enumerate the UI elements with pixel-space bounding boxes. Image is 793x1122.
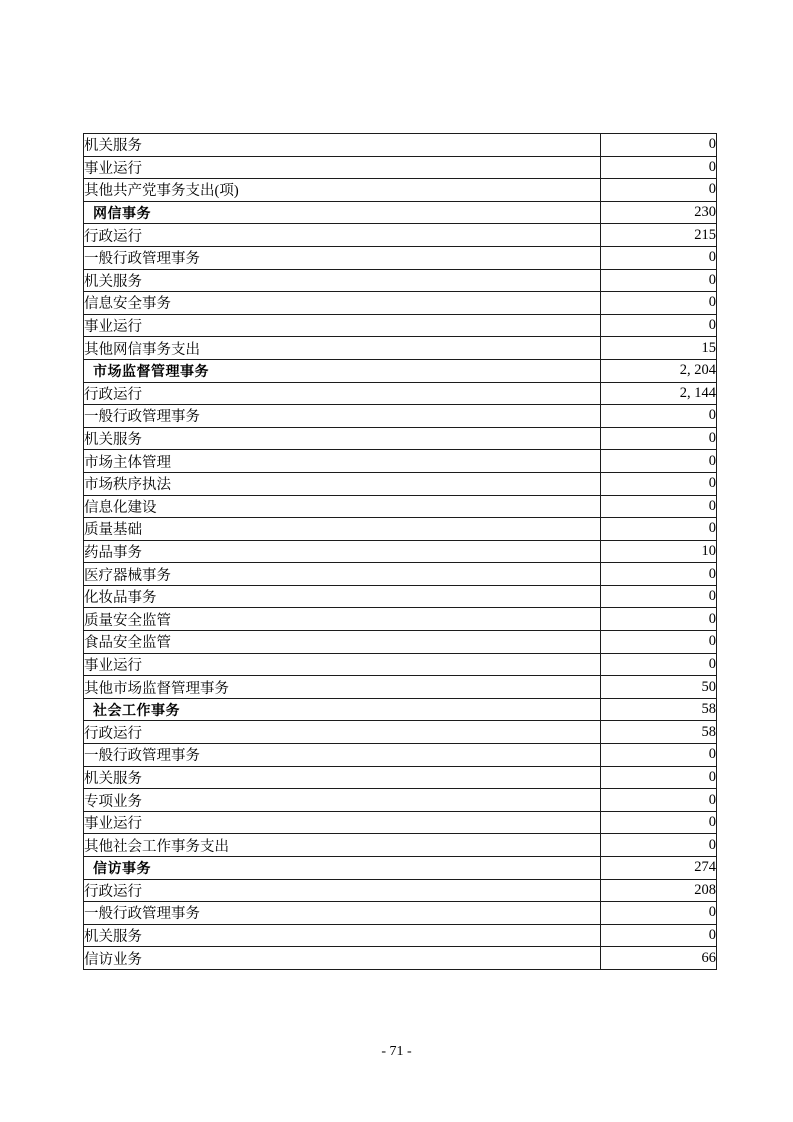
amount-value: 15 [601, 337, 717, 360]
amount-value: 58 [601, 721, 717, 744]
item-label: 其他共产党事务支出(项) [84, 179, 601, 202]
amount-value: 66 [601, 947, 717, 970]
amount-value: 208 [601, 879, 717, 902]
amount-value: 0 [601, 811, 717, 834]
amount-value: 2, 204 [601, 359, 717, 382]
item-label: 机关服务 [84, 427, 601, 450]
table-row [84, 224, 717, 247]
item-label: 食品安全监管 [84, 631, 601, 654]
amount-value: 0 [601, 902, 717, 925]
item-label: 质量安全监管 [84, 608, 601, 631]
item-label: 事业运行 [84, 811, 601, 834]
budget-table [83, 133, 717, 970]
item-label: 信访业务 [84, 947, 601, 970]
amount-value: 0 [601, 179, 717, 202]
item-label: 机关服务 [84, 269, 601, 292]
item-label: 信息安全事务 [84, 292, 601, 315]
amount-value: 230 [601, 201, 717, 224]
table-row [84, 382, 717, 405]
amount-value: 0 [601, 518, 717, 541]
item-label: 其他市场监督管理事务 [84, 676, 601, 699]
amount-value: 215 [601, 224, 717, 247]
item-label: 信息化建设 [84, 495, 601, 518]
table-row [84, 472, 717, 495]
amount-value: 0 [601, 766, 717, 789]
item-label: 社会工作事务 [84, 698, 601, 721]
item-label: 机关服务 [84, 924, 601, 947]
item-label: 行政运行 [84, 879, 601, 902]
item-label: 市场监督管理事务 [84, 359, 601, 382]
amount-value: 0 [601, 292, 717, 315]
table-row [84, 495, 717, 518]
table-row [84, 924, 717, 947]
item-label: 机关服务 [84, 766, 601, 789]
amount-value: 0 [601, 585, 717, 608]
amount-value: 0 [601, 156, 717, 179]
item-label: 一般行政管理事务 [84, 744, 601, 767]
item-label: 一般行政管理事务 [84, 405, 601, 428]
table-row [84, 721, 717, 744]
item-label: 信访事务 [84, 857, 601, 880]
item-label: 一般行政管理事务 [84, 246, 601, 269]
item-label: 化妆品事务 [84, 585, 601, 608]
table-row [84, 879, 717, 902]
table-row [84, 902, 717, 925]
amount-value: 0 [601, 608, 717, 631]
item-label: 行政运行 [84, 224, 601, 247]
table-row [84, 134, 717, 157]
table-row [84, 676, 717, 699]
table-row [84, 563, 717, 586]
table-row [84, 179, 717, 202]
item-label: 行政运行 [84, 382, 601, 405]
table-row [84, 653, 717, 676]
table-row [84, 201, 717, 224]
table-row [84, 427, 717, 450]
table-row [84, 608, 717, 631]
amount-value: 0 [601, 405, 717, 428]
item-label: 质量基础 [84, 518, 601, 541]
table-row [84, 540, 717, 563]
item-label: 网信事务 [84, 201, 601, 224]
item-label: 机关服务 [84, 134, 601, 157]
table-row [84, 246, 717, 269]
table-row [84, 834, 717, 857]
amount-value: 0 [601, 563, 717, 586]
table-row [84, 947, 717, 970]
table-row [84, 292, 717, 315]
item-label: 专项业务 [84, 789, 601, 812]
table-row [84, 744, 717, 767]
item-label: 行政运行 [84, 721, 601, 744]
table-row [84, 585, 717, 608]
page-number: - 71 - [381, 1044, 412, 1059]
table-row [84, 337, 717, 360]
item-label: 事业运行 [84, 653, 601, 676]
amount-value: 0 [601, 631, 717, 654]
amount-value: 0 [601, 653, 717, 676]
table-row [84, 156, 717, 179]
amount-value: 58 [601, 698, 717, 721]
item-label: 市场秩序执法 [84, 472, 601, 495]
amount-value: 0 [601, 427, 717, 450]
amount-value: 0 [601, 134, 717, 157]
amount-value: 0 [601, 472, 717, 495]
table-row [84, 359, 717, 382]
amount-value: 274 [601, 857, 717, 880]
table-row [84, 857, 717, 880]
budget-table-body [84, 134, 717, 970]
amount-value: 0 [601, 314, 717, 337]
amount-value: 0 [601, 495, 717, 518]
table-row [84, 314, 717, 337]
amount-value: 0 [601, 789, 717, 812]
amount-value: 0 [601, 744, 717, 767]
table-row [84, 789, 717, 812]
item-label: 一般行政管理事务 [84, 902, 601, 925]
table-row [84, 518, 717, 541]
amount-value: 2, 144 [601, 382, 717, 405]
amount-value: 10 [601, 540, 717, 563]
item-label: 事业运行 [84, 156, 601, 179]
item-label: 药品事务 [84, 540, 601, 563]
amount-value: 50 [601, 676, 717, 699]
item-label: 其他网信事务支出 [84, 337, 601, 360]
table-row [84, 269, 717, 292]
item-label: 其他社会工作事务支出 [84, 834, 601, 857]
table-row [84, 698, 717, 721]
amount-value: 0 [601, 246, 717, 269]
amount-value: 0 [601, 834, 717, 857]
amount-value: 0 [601, 450, 717, 473]
item-label: 事业运行 [84, 314, 601, 337]
table-row [84, 811, 717, 834]
table-row [84, 450, 717, 473]
table-row [84, 405, 717, 428]
item-label: 市场主体管理 [84, 450, 601, 473]
item-label: 医疗器械事务 [84, 563, 601, 586]
amount-value: 0 [601, 924, 717, 947]
table-row [84, 631, 717, 654]
table-row [84, 766, 717, 789]
amount-value: 0 [601, 269, 717, 292]
